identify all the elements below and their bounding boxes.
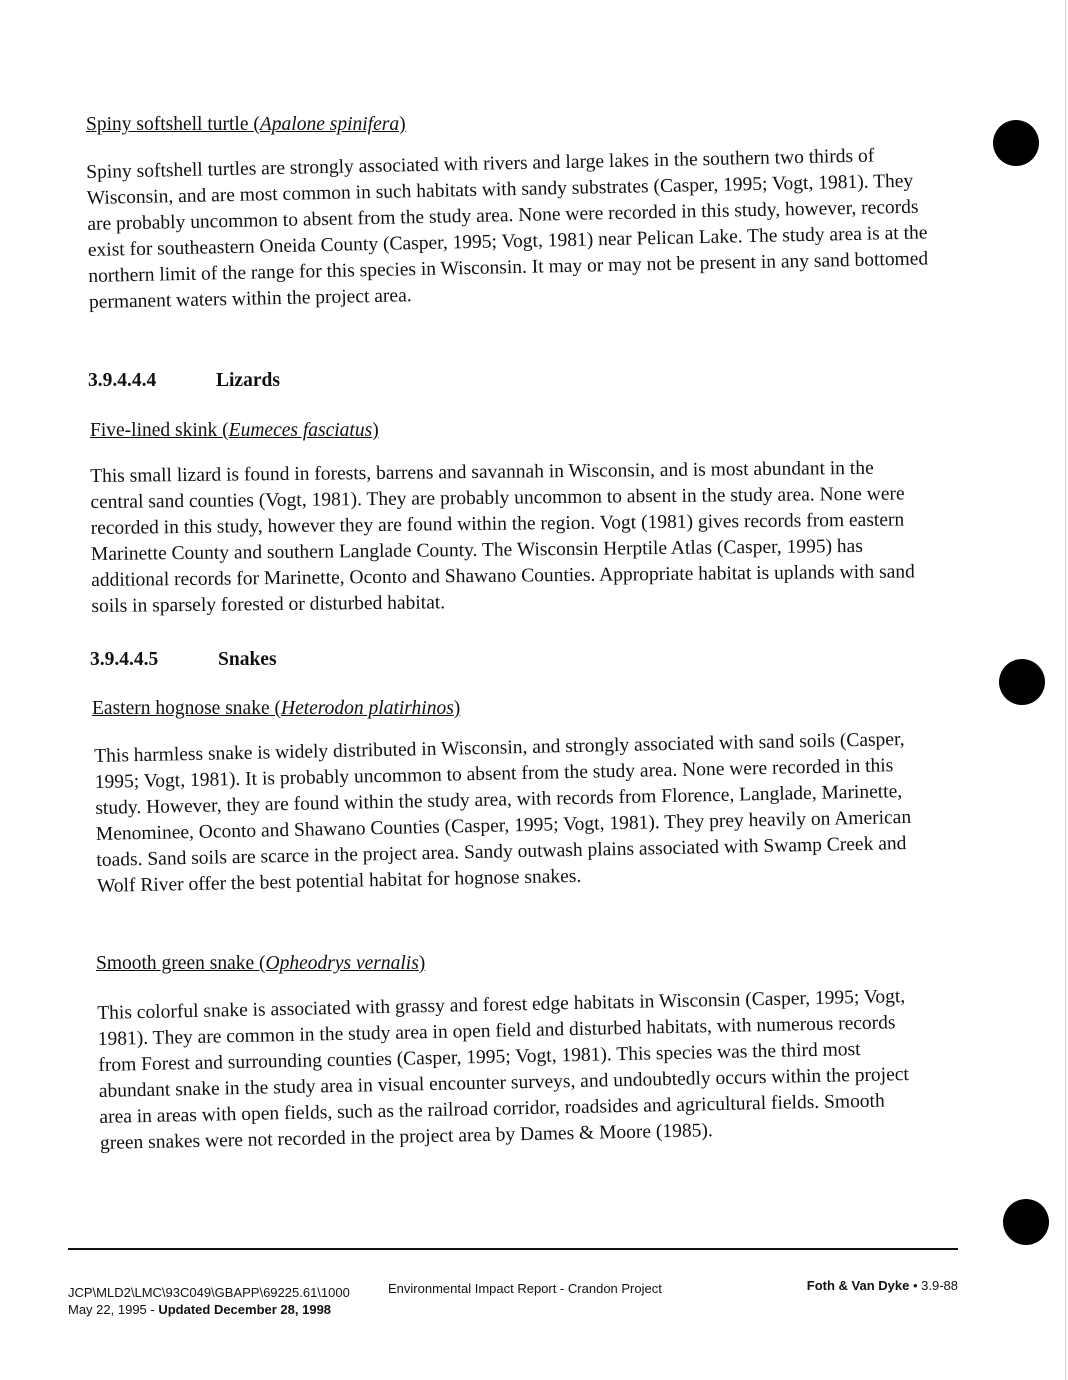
common-name: Five-lined skink <box>90 420 218 441</box>
footer-rule <box>68 1248 958 1250</box>
footer-bullet: • <box>909 1278 922 1293</box>
species-heading-five-lined-skink <box>90 418 379 444</box>
footer-left <box>68 1284 350 1318</box>
scan-edge-line <box>1065 0 1066 1380</box>
punch-hole-bottom <box>1003 1199 1049 1245</box>
paren-close: ) <box>453 698 461 719</box>
species-paragraph-spiny-softshell: Spiny softshell turtles are strongly associated with rivers and large lakes in the southern two thirds of Wisconsin, and are most common in such habitats with sandy substrates (Casper, 1995; Vogt, 1981). They are probably uncommon to absent from the study area. None were recorded in this study, however, records exist for southeastern Oneida County (Casper, 1995; Vogt, 1981) near Pelican Lake. The study area is at the northern limit of the range for this species in Wisconsin. It may or may not be present in any sand bottomed permanent waters within the project area. <box>86 145 929 313</box>
scientific-name: Apalone spinifera <box>259 114 400 135</box>
footer-date-line <box>68 1301 350 1318</box>
footer-date-updated: Updated December 28, 1998 <box>158 1302 332 1317</box>
common-name: Spiny softshell turtle <box>86 114 249 135</box>
punch-hole-middle <box>999 659 1045 705</box>
paren-open: ( <box>222 420 229 441</box>
footer-center: Environmental Impact Report - Crandon Project <box>388 1281 662 1296</box>
paren-close: ) <box>372 420 379 441</box>
footer-company: Foth & Van Dyke <box>806 1278 910 1293</box>
paren-close: ) <box>399 114 406 135</box>
species-paragraph-eastern-hognose: This harmless snake is widely distributed in Wisconsin, and strongly associated with sand soils (Casper, 1995; Vogt, 1981). It is probably uncommon to absent from the study area. None were recorded in this study. However, they are found within the study area, with records from Florence, Langlade, Marinette, Menominee, Oconto and Shawano Counties (Casper, 1995; Vogt, 1981). They prey heavily on American toads. Sand soils are scarce in the project area. Sandy outwash plains associated with Swamp Creek and Wolf River offer the best potential habitat for hognose snakes. <box>94 729 912 897</box>
species-paragraph-smooth-green-snake: This colorful snake is associated with grassy and forest edge habitats in Wisconsin (Casper, 1995; Vogt, 1981). They are common in the study area in open field and disturbed habitats, with numerous records from Forest and surrounding counties (Casper, 1995; Vogt, 1981). This species was the third most abundant snake in the study area in visual encounter surveys, and undoubtedly occurs within the project area in areas with open fields, such as the railroad corridor, roadsides and agricultural fields. Smooth green snakes were not recorded in the project area by Dames & Moore (1985). <box>97 986 910 1154</box>
paren-open: ( <box>274 698 281 719</box>
paren-close: ) <box>418 953 426 974</box>
common-name: Smooth green snake <box>96 953 255 974</box>
footer-right <box>807 1277 958 1294</box>
section-title: Lizards <box>216 370 280 391</box>
species-paragraph-five-lined-skink: This small lizard is found in forests, barrens and savannah in Wisconsin, and is most abundant in the central sand counties (Vogt, 1981). They are probably uncommon to absent in the study area. None were recorded in this study, however they are found within the region. Vogt (1981) gives records from eastern Marinette County and southern Langlade County. The Wisconsin Herptile Atlas (Casper, 1995) has additional records for Marinette, Oconto and Shawano Counties. Appropriate habitat is uplands with sand soils in sparsely forested or disturbed habitat. <box>90 457 915 617</box>
footer-file-path: JCP\MLD2\LMC\93C049\GBAPP\69225.61\1000 <box>68 1285 350 1300</box>
paren-open: ( <box>253 114 260 135</box>
common-name: Eastern hognose snake <box>92 698 270 719</box>
paren-open: ( <box>259 953 266 974</box>
species-heading-eastern-hognose <box>92 696 460 722</box>
scientific-name: Opheodrys vernalis <box>265 953 419 974</box>
scientific-name: Heterodon platirhinos <box>281 698 454 719</box>
section-number: 3.9.4.4.5 <box>90 649 159 670</box>
footer-date-original: May 22, 1995 - <box>68 1302 159 1317</box>
section-title: Snakes <box>218 649 277 670</box>
species-heading-smooth-green-snake <box>96 951 425 977</box>
species-heading-spiny-softshell <box>86 112 406 138</box>
section-heading-snakes <box>90 647 277 673</box>
section-heading-lizards <box>88 368 280 394</box>
section-number: 3.9.4.4.4 <box>88 370 157 391</box>
scientific-name: Eumeces fasciatus <box>228 420 373 441</box>
footer-page-number: 3.9-88 <box>921 1278 958 1293</box>
punch-hole-top <box>993 120 1039 166</box>
